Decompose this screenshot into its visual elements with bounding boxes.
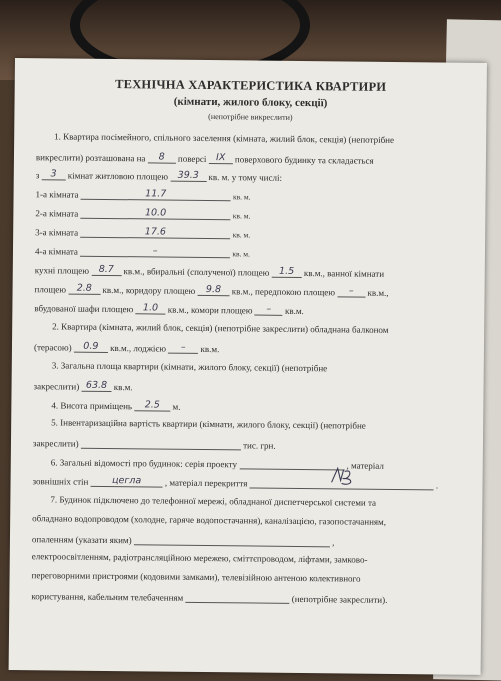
p2-line2: (терасою) 0.9 кв.м., лоджією – кв.м. [33,340,220,355]
total-area-value: 63.8 [81,380,111,392]
corridor-value: 9.8 [197,284,229,296]
document-note: (непотрібне викреслити) [208,112,293,122]
p7-line3: опаленням (указати яким) , [31,534,335,548]
balcony-value: 0.9 [74,341,108,353]
p7-line2: обладнано водопроводом (холодне, гаряче водопостачання), каналізацією, газопостачанням, [32,513,387,527]
p1-line2: викреслити) розташована на 8 поверсі IX поверхового будинку та складається [35,151,374,166]
rooms-value: 3 [42,168,66,180]
wardrobe-value: 1.0 [135,302,165,314]
cable-tv-blank [185,591,289,604]
room-4-row: 4-а кімната – кв. м. [34,245,251,259]
room-2-value: 10.0 [81,207,231,221]
p5-line2: закреслити) тис. грн. [32,438,276,451]
document-subtitle: (кімнати, жилого блоку, секції) [173,95,328,110]
walls-value: цегла [91,475,163,488]
kitchen-value: 8.7 [91,264,121,276]
bath-line: площею 2.8 кв.м., коридору площею 9.8 кв.м., передпокою площею – кв.м., [34,282,389,298]
room-3-value: 17.6 [80,226,230,240]
p6-line2: зовнішніх стін цегла , матеріал перекриття . [32,475,439,491]
p1-line3: з 3 кімнат житловою площею 39.3 кв. м. у тому числі: [35,168,283,183]
floors-total-value: IX [209,152,233,164]
room-1-row: 1-а кімната 11.7 кв. м. [35,188,251,202]
p3-line1: 3. Загальна площа квартири (кімнати, жилого блоку, секції) (непотрібне [51,360,328,374]
bath-value: 2.8 [68,283,100,295]
kitchen-line: кухні площею 8.7 кв.м., вбиральні (сполученої) площею 1.5 кв.м., ванної кімнати [34,263,385,279]
document-page [9,58,487,675]
inventory-value-blank [81,437,241,451]
p7-line5: переговорними пристроями (кодовими замками), телевізійною антеною колективного [31,570,361,584]
p6-line1: 6. Загальні відомості про будинок: серія проекту , матеріал [50,457,384,471]
hall-value: – [337,285,365,297]
height-value: 2.5 [134,399,170,411]
room-4-value: – [80,245,230,259]
floor-value: 8 [148,151,176,163]
p5-line1: 5. Інвентаризаційна вартість квартири (кімнати, жилого блоку, секції) (непотрібне [51,417,366,431]
storage-value: – [255,304,283,316]
handwritten-mark [329,465,355,485]
p3-line2: закреслити) 63.8 кв.м. [33,379,133,393]
loggia-value: – [168,342,198,354]
p7-line4: електроосвітленням, радіотрансляційною мережею, сміттєпроводом, ліфтами, замково- [31,551,368,565]
wardrobe-line: вбудованої шафи площею 1.0 кв.м., комори площею – кв.м. [34,302,304,317]
p7-line6: користування, кабельним телебаченням (непотрібне закреслити). [31,591,388,605]
room-1-value: 11.7 [81,188,231,202]
living-area-value: 39.3 [170,170,206,182]
p4-line: 4. Висота приміщень 2.5 м. [51,399,181,412]
wc-value: 1.5 [272,266,302,278]
document-title: ТЕХНІЧНА ХАРАКТЕРИСТИКА КВАРТИРИ [115,77,387,94]
room-2-row: 2-а кімната 10.0 кв. м. [35,207,251,221]
p1-line1: 1. Квартира посімейного, спільного заселення (кімната, жилий блок, секція) (непотрібне [54,131,395,145]
heating-blank [134,533,330,547]
p7-line1: 7. Будинок підключено до телефонної мережі, обладнаної диспетчерської системи та [50,494,377,508]
p2-line1: 2. Квартира (кімната, жилий блок, секція) (непотрібне закреслити) обладнана балконом [52,321,389,335]
room-3-row: 3-а кімната 17.6 кв. м. [35,226,251,240]
